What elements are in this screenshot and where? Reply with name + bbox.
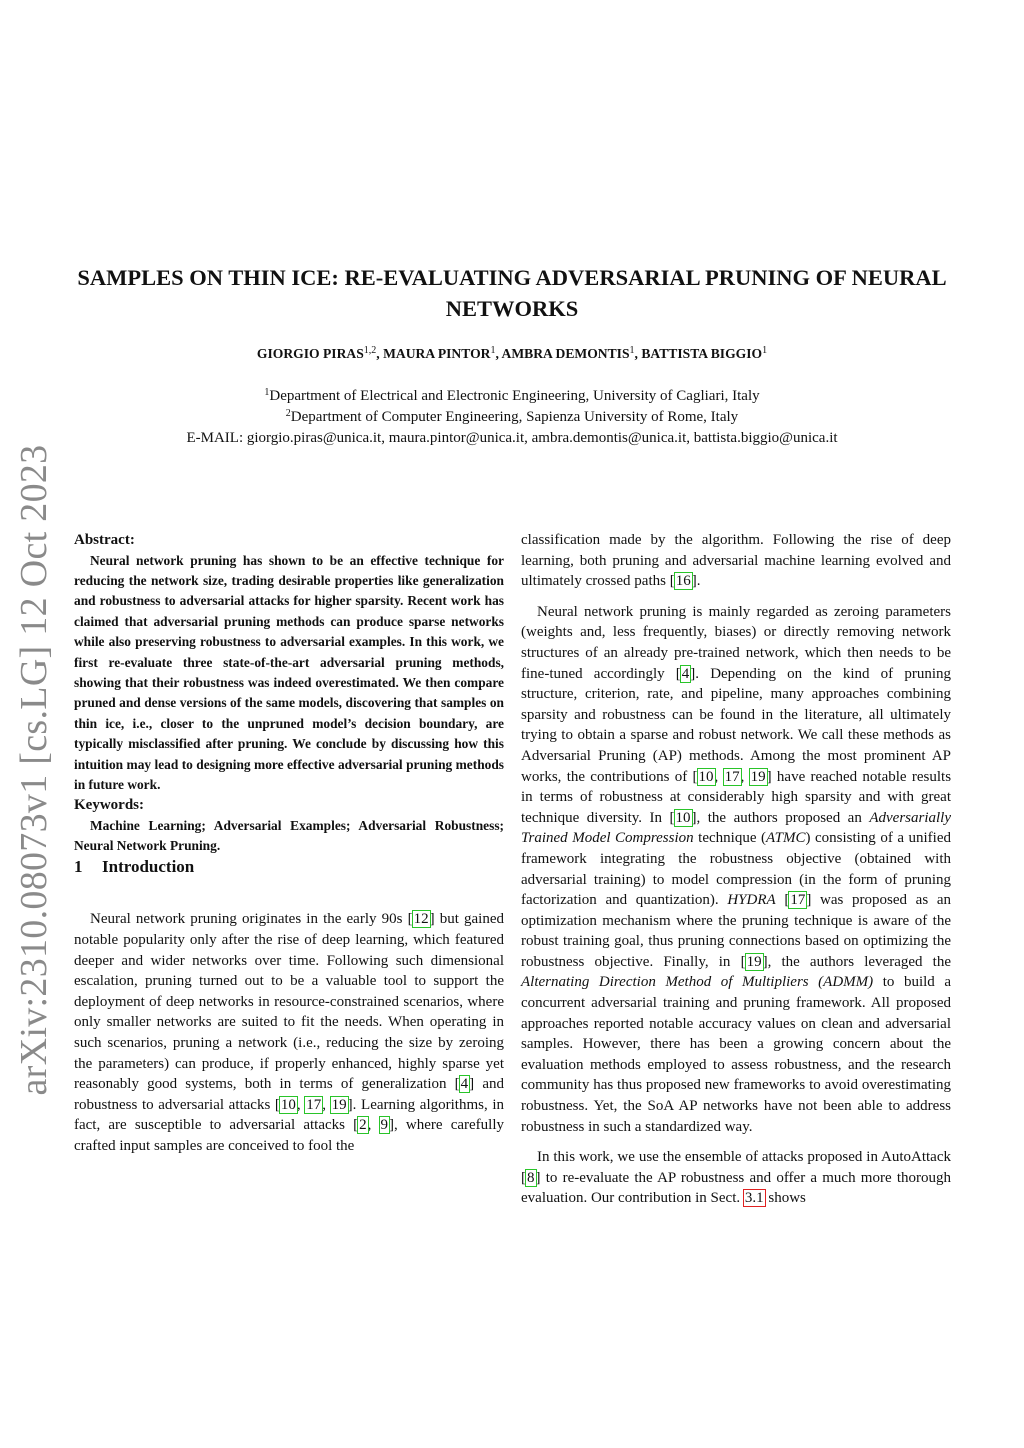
citation-link[interactable]: 9 [380,1117,389,1134]
affiliation-line: $^2$Department of Computer Engineering, Sapienza University of Rome, Italy [285,408,739,425]
section-number: 1 [74,856,83,876]
author-affil-sup: 1 [490,345,496,356]
paper-title: SAMPLES ON THIN ICE: RE-EVALUATING ADVERSARIAL PRUNING OF NEURAL NETWORKS [77,265,947,321]
section-reference-link[interactable]: 3.1 [744,1190,764,1207]
abstract-text: Neural network pruning has shown to be an effective technique for reducing the network size, trading desirable properties like generalization and robustness to adversarial attacks for higher sparsity. Recent work has claimed that adversarial pruning methods can produce sparse networks while also preserving robustness to adversarial examples. In this work, we first re-evaluate three state-of-the-art adversarial pruning methods, showing that their robustness was indeed overestimated. We then compare pruned and dense versions of the same models, discovering that samples on thin ice, i.e., closer to the unpruned model’s decision boundary, are typically misclassified after pruning. We conclude by discussing how this intuition may lead to designing more effective adversarial pruning methods in future work. [74,552,504,793]
citation-link[interactable]: 17 [306,1096,322,1113]
affiliation-line: $^1$Department of Electrical and Electronic Engineering, University of Cagliari, Italy [264,387,760,404]
author-affil-sup: 1 [629,345,635,356]
author-name: AMBRA DEMONTIS [501,346,630,361]
citation-link[interactable]: 17 [724,768,740,785]
section-heading [74,857,504,878]
intro-paragraph-continued: classification made by the algorithm. Following the rise of deep learning, both pruning and adversarial machine learning evolved and ultimately crossed paths [16]. [521,532,951,590]
citation-link[interactable]: 16 [675,573,691,590]
keywords-heading: Keywords: [74,797,144,814]
affiliations [60,386,964,449]
author-name: MAURA PINTOR [383,346,491,361]
citation-link[interactable]: 19 [331,1096,347,1113]
citation-link[interactable]: 19 [750,768,766,785]
author-affil-sup: 1,2 [363,345,377,356]
email-line: E-MAIL: giorgio.piras@unica.it, maura.pintor@unica.it, ambra.demontis@unica.it, battista.biggio@unica.it [186,430,838,446]
author-affil-sup: 1 [762,345,768,356]
author-name: BATTISTA BIGGIO [641,346,763,361]
arxiv-sidebar-id: arXiv:2310.08073v1 [cs.LG] 12 Oct 2023 [13,444,55,1096]
citation-link[interactable]: 4 [460,1076,469,1093]
abstract-heading: Abstract: [74,532,135,548]
intro-paragraph-1: Neural network pruning originates in the early 90s [12] but gained notable popularity only after the rise of deep learning, which featured deeper and wider networks over time. Following such dimensional escalation, pruning turned out to be a valuable tool to support the deployment of deep networks in resource-constrained scenarios, where only smaller networks are suited to fit the needs. When operating in such scenarios, pruning a network (i.e., reducing the size by zeroing the parameters) can produce, if properly enhanced, highly sparse yet reasonably good systems, both in terms of generalization [4] and robustness to adversarial attacks [10, 17, 19]. Learning algorithms, in fact, are susceptible to adversarial attacks [2, 9], where carefully crafted input samples are conceived to fool the [74,911,504,1154]
citation-link[interactable]: 10 [675,809,691,826]
intro-paragraph-3: In this work, we use the ensemble of attacks proposed in AutoAttack [8] to re-evaluate the AP robustness and offer a much more thorough evaluation. Our contribution in Sect. 3.1 shows [521,1149,951,1207]
citation-link[interactable]: 2 [359,1117,367,1134]
citation-link[interactable]: 10 [280,1096,296,1113]
affiliation-sup: 2 [285,408,291,419]
citation-link[interactable]: 19 [746,953,762,970]
right-column [521,530,951,1209]
left-column [74,530,504,1157]
keywords-text: Machine Learning; Adversarial Examples; Adversarial Robustness; Neural Network Pruning. [74,818,504,854]
citation-link[interactable]: 8 [527,1169,535,1186]
affiliation-sup: 1 [264,387,270,398]
citation-link[interactable]: 12 [413,911,429,928]
citation-link[interactable]: 17 [790,892,806,909]
citation-link[interactable]: 4 [681,665,690,682]
author-name: GIORGIO PIRAS [256,346,364,361]
author-list: GIORGIO PIRAS$^{1,2}$, MAURA PINTOR$^1$, AMBRA DEMONTIS$^1$, BATTISTA BIGGIO$^1$ [256,345,768,361]
intro-paragraph-2: Neural network pruning is mainly regarded as zeroing parameters (weights and, less frequently, biases) or directly removing network structures of an already pre-trained network, which then needs to be fine-tuned accordingly [4]. Depending on the kind of pruning structure, criterion, rate, and pipeline, many approaches combining sparsity and robustness can be found in the literature, all ultimately trying to obtain a sparse and robust network. We call these methods as Adversarial Pruning (AP) methods. Among the most prominent AP works, the contributions of [10, 17, 19] have reached notable results in terms of robustness at considerably high sparsity and with great technique diversity. In [10], the authors proposed an Adversarially Trained Model Compression technique (ATMC) consisting of a unified framework integrating the robustness objective (obtained with adversarial training) to model compression (in the form of pruning factorization and quantization). HYDRA [17] was proposed as an optimization mechanism where the pruning technique is aware of the robust training goal, thus pruning connections based on optimizing the robustness objective. Finally, in [19], the authors leveraged the Alternating Direction Method of Multipliers (ADMM) to build a concurrent adversarial training and pruning framework. All proposed approaches reported notable accuracy values on clean and adversarial samples. However, there has been a growing concern about the evaluation methods employed to assess robustness, and the research community has thus proposed new frameworks to avoid overestimating robustness. Yet, the SoA AP networks have not been able to address robustness in such a standardized way. [521,603,952,1135]
section-title: Introduction [102,856,195,876]
citation-link[interactable]: 10 [698,768,714,785]
